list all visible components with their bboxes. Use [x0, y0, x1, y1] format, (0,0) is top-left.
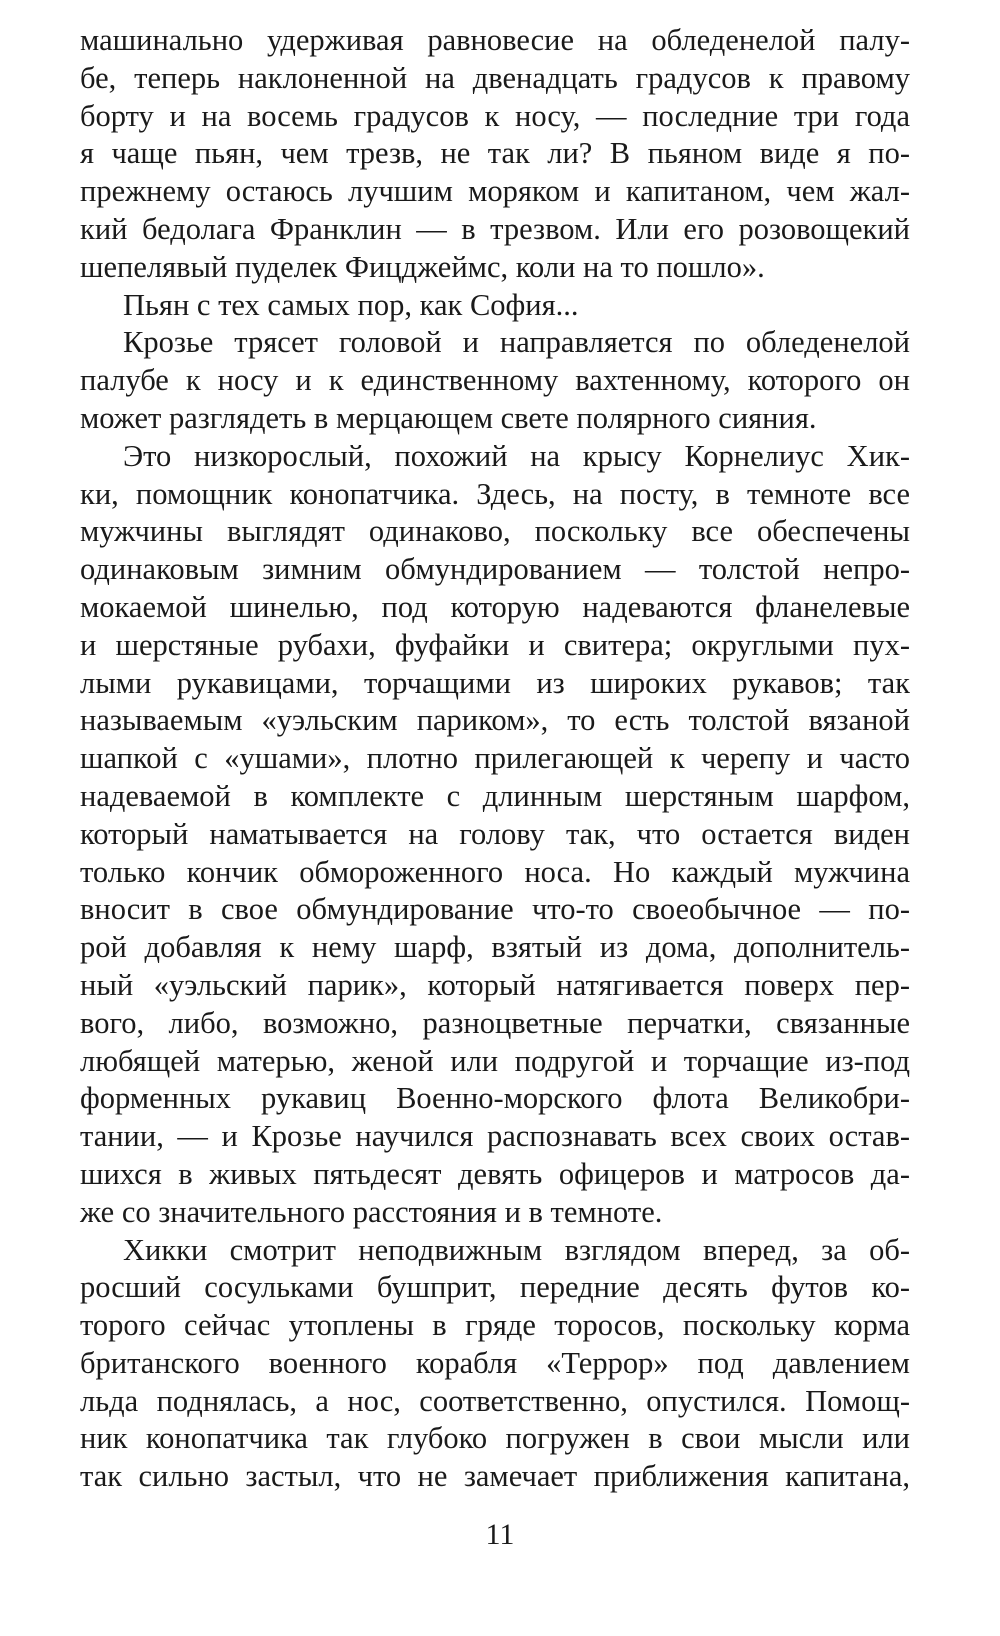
text-line: палубе к носу и к единственному вахтенному, которого он	[80, 363, 910, 398]
text-line: вого, либо, возможно, разноцветные перчатки, связанные	[80, 1005, 910, 1040]
text-line: ки, помощник конопатчика. Здесь, на посту, в темноте все	[80, 476, 910, 511]
text-line: бе, теперь наклоненной на двенадцать градусов к правому	[80, 60, 910, 95]
text-line: надеваемой в комплекте с длинным шерстяным шарфом,	[80, 778, 910, 813]
text-line: так сильно застыл, что не замечает приближения капитана,	[80, 1459, 910, 1494]
text-line: вносит в свое обмундирование что-то своеобычное — по-	[80, 892, 910, 927]
text-line: только кончик обмороженного носа. Но каждый мужчина	[80, 854, 910, 889]
body-text	[80, 22, 910, 1496]
text-line: машинально удерживая равновесие на обледенелой палу-	[80, 23, 910, 57]
text-line: же со значительного расстояния и в темноте.	[80, 1194, 663, 1229]
text-line: любящей матерью, женой или подругой и торчащие из-под	[80, 1043, 910, 1078]
text-line: прежнему остаюсь лучшим моряком и капитаном, чем жал-	[80, 174, 910, 209]
text-line: Это низкорослый, похожий на крысу Корнелиус Хик-	[123, 438, 910, 473]
text-line: борту и на восемь градусов к носу, — последние три года	[80, 98, 910, 133]
text-line: кий бедолага Франклин — в трезвом. Или его розовощекий	[80, 211, 910, 246]
text-line: называемым «уэльским париком», то есть толстой вязаной	[80, 703, 910, 738]
text-line: росший сосульками бушприт, передние десять футов ко-	[80, 1270, 910, 1305]
text-line: я чаще пьян, чем трезв, не так ли? В пьяном виде я по-	[80, 136, 910, 171]
text-line: мужчины выглядят одинаково, поскольку все обеспечены	[80, 514, 910, 549]
text-line: Крозье трясет головой и направляется по обледенелой	[123, 325, 910, 360]
text-line: может разглядеть в мерцающем свете полярного сияния.	[80, 400, 817, 435]
text-line: ный «уэльский парик», который натягивается поверх пер-	[80, 967, 910, 1002]
text-line: одинаковым зимним обмундированием — толстой непро-	[80, 552, 910, 587]
text-line: ник конопатчика так глубоко погружен в свои мысли или	[80, 1421, 910, 1456]
text-line: лыми рукавицами, торчащими из широких рукавов; так	[80, 665, 910, 700]
text-line: форменных рукавиц Военно-морского флота Великобри-	[80, 1081, 910, 1116]
text-line: британского военного корабля «Террор» под давлением	[80, 1345, 910, 1380]
text-line: Хикки смотрит неподвижным взглядом вперед, за об-	[123, 1232, 910, 1267]
page-number: 11	[485, 1518, 515, 1551]
text-line: и шерстяные рубахи, фуфайки и свитера; округлыми пух-	[80, 627, 910, 662]
text-line: который наматывается на голову так, что остается виден	[80, 816, 910, 851]
text-line: шихся в живых пятьдесят девять офицеров и матросов да-	[80, 1156, 910, 1191]
text-line: торого сейчас утоплены в гряде торосов, поскольку корма	[80, 1308, 910, 1343]
text-line: мокаемой шинелью, под которую надеваются фланелевые	[80, 589, 910, 624]
text-line: Пьян с тех самых пор, как София...	[123, 287, 579, 322]
text-line: рой добавляя к нему шарф, взятый из дома, дополнитель-	[80, 930, 910, 965]
text-line: льда поднялась, а нос, соответственно, опустился. Помощ-	[80, 1383, 910, 1418]
text-line: тании, — и Крозье научился распознавать всех своих остав-	[80, 1119, 910, 1154]
text-line: шепелявый пуделек Фицджеймс, коли на то пошло».	[80, 249, 765, 284]
text-line: шапкой с «ушами», плотно прилегающей к черепу и часто	[80, 741, 910, 776]
